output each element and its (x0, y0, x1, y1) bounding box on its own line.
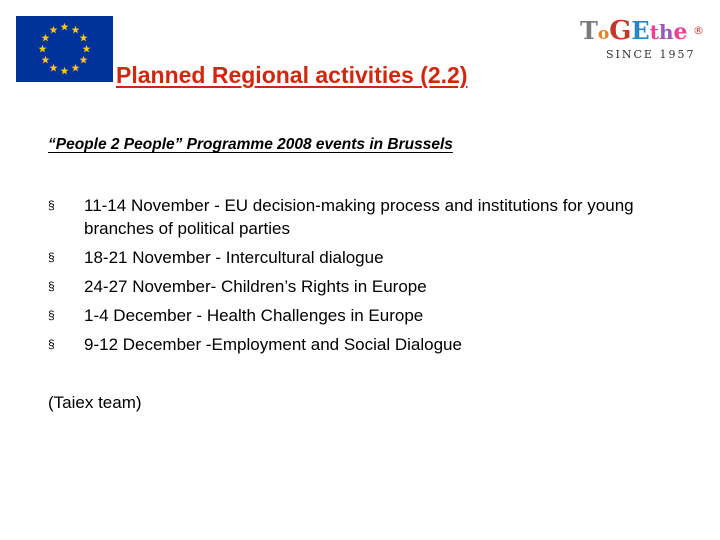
event-item (46, 275, 686, 298)
eu-flag-icon (16, 16, 113, 82)
logo-letter: E (631, 16, 650, 45)
eu-star-icon (50, 26, 58, 34)
event-item (46, 194, 686, 240)
eu-star-icon (41, 56, 49, 64)
logo-letter: h (658, 20, 674, 44)
event-text: 24-27 November- Children’s Rights in Europe (84, 277, 427, 296)
eu-star-icon (61, 67, 69, 75)
bullet-icon: § (48, 279, 55, 293)
registered-mark: ® (693, 24, 704, 37)
event-list (46, 194, 686, 362)
eu-star-icon (83, 45, 91, 53)
logo-letter: e (673, 19, 688, 45)
programme-subtitle: “People 2 People” Programme 2008 events in Brussels (48, 136, 453, 153)
bullet-icon: § (48, 250, 55, 264)
event-text: 1-4 December - Health Challenges in Europe (84, 306, 424, 325)
eu-star-icon (80, 56, 88, 64)
logo-since-text: SINCE 1957 (606, 48, 696, 61)
bullet-icon: § (48, 198, 55, 212)
event-text: 18-21 November - Intercultural dialogue (84, 248, 384, 267)
event-item (46, 333, 686, 356)
event-item (46, 246, 686, 269)
eu-star-icon (61, 23, 69, 31)
event-text: 11-14 November - EU decision-making process and institutions for young branches of political parties (84, 196, 634, 238)
eu-star-icon (39, 45, 47, 53)
eu-star-icon (50, 64, 58, 72)
eu-star-icon (72, 26, 80, 34)
eu-flag-graphic (16, 16, 113, 82)
together-logo (578, 16, 708, 68)
logo-letter: t (649, 20, 659, 44)
logo-letter: G (609, 16, 632, 46)
logo-letter: T (580, 16, 598, 45)
bullet-icon: § (48, 308, 55, 322)
team-note: (Taiex team) (48, 393, 142, 412)
event-item (46, 304, 686, 327)
logo-letter: o (597, 24, 610, 44)
slide-title: Planned Regional activities (2.2) (116, 62, 468, 88)
logo-wordmark (580, 18, 688, 44)
event-text: 9-12 December -Employment and Social Dialogue (84, 335, 462, 354)
eu-star-icon (72, 64, 80, 72)
bullet-icon: § (48, 337, 55, 351)
eu-star-icon (41, 34, 49, 42)
eu-star-icon (80, 34, 88, 42)
